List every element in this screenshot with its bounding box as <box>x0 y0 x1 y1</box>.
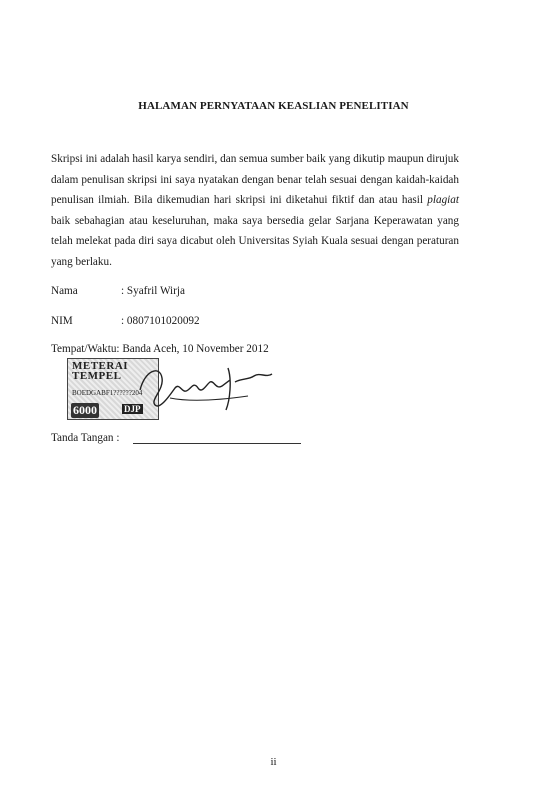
stamp-title-line2: TEMPEL <box>72 370 122 382</box>
document-title: HALAMAN PERNYATAAN KEASLIAN PENELITIAN <box>138 100 409 112</box>
stamp-value: 6000 <box>73 403 97 417</box>
nim-row <box>51 315 200 327</box>
paragraph-italic-word: plagiat <box>427 194 459 207</box>
declaration-paragraph <box>51 149 459 273</box>
page-number: ii <box>270 756 277 768</box>
nama-label: Nama <box>51 285 78 297</box>
paragraph-text-2: baik sebahagian atau keseluruhan, maka saya bersedia gelar Sarjana Keperawatan yang telah melekat pada diri saya dicabut oleh Universitas Syiah Kuala sesuai dengan peraturan yang berlaku. <box>51 214 459 268</box>
paragraph-text-1: Skripsi ini adalah hasil karya sendiri, dan semua sumber baik yang dikutip maupun dirujuk dalam penulisan skripsi ini saya nyatakan dengan benar telah sesuai dengan kaidah-kaidah penulisan ilmiah. Bila dikemudian hari skripsi ini diketahui fiktif dan atau hasil <box>51 153 459 207</box>
nim-label: NIM <box>51 315 73 327</box>
tanda-tangan-label: Tanda Tangan : <box>51 432 120 444</box>
handwritten-signature <box>130 360 280 415</box>
tempat-waktu: Tempat/Waktu: Banda Aceh, 10 November 2012 <box>51 343 269 355</box>
stamp-title <box>72 361 128 381</box>
nama-value: : Syafril Wirja <box>121 285 185 297</box>
signature-line <box>133 443 301 444</box>
nim-value: : 0807101020092 <box>121 315 200 327</box>
stamp-serial: BOEDGABF1??????204 <box>72 389 143 397</box>
stamp-title-line1: METERAI <box>72 360 129 372</box>
stamp-issuer: DJP <box>124 404 141 414</box>
nama-row <box>51 285 185 297</box>
